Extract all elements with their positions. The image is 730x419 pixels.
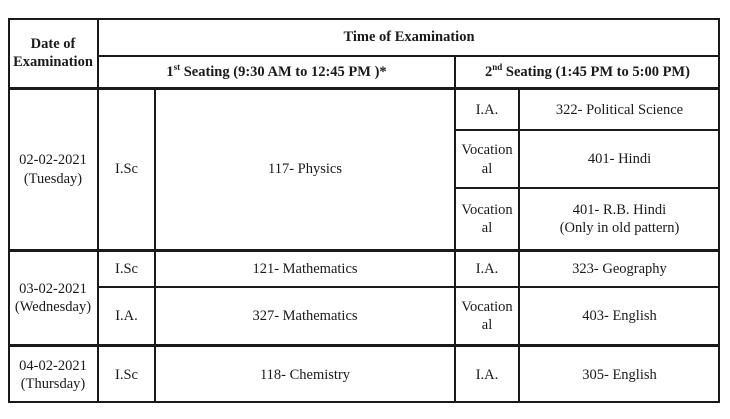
rule-right [718, 18, 720, 403]
rule-between-seatings [454, 56, 456, 403]
row1-s2c-subject-l2: (Only in old pattern) [559, 220, 680, 236]
row2a-s1-subject [155, 252, 455, 286]
row2a-s2-subject [519, 252, 720, 286]
row1-s2a-stream-text: I.A. [475, 101, 499, 118]
row2a-s2-stream-text: I.A. [475, 260, 499, 277]
row1-day: (Tuesday) [23, 170, 83, 187]
row3-s2-subject-text: 305- English [582, 366, 657, 383]
rule-after-s1-stream [154, 88, 156, 403]
row2b-s1-subject [155, 288, 455, 344]
rule-row2-mid [98, 286, 720, 288]
row1-s2c-stream-l1: Vocation [461, 201, 513, 218]
row2b-s2-stream [455, 288, 519, 344]
row3-s2-subject [519, 347, 720, 403]
row1-s2b-subject-text: 401- Hindi [587, 151, 652, 168]
rule-after-date [97, 18, 99, 403]
row2-date: 03-02-2021 [19, 280, 87, 297]
row3-date-block [19, 357, 87, 393]
row2b-s1-subject-text: 327- Mathematics [252, 307, 358, 324]
row1-s2a-stream [455, 90, 519, 130]
header-date-of-examination [8, 18, 98, 88]
first-seating-label: Seating (9:30 AM to 12:45 PM )* [180, 63, 387, 80]
row1-s2b-stream-l1: Vocation [461, 142, 513, 159]
row1-s2c-subject-l1: 401- R.B. Hindi [572, 201, 667, 218]
row3-date-cell [8, 347, 98, 403]
second-seating-text [485, 63, 690, 81]
row3-s1-stream [98, 347, 155, 403]
rule-left [8, 18, 10, 403]
row2-date-block [15, 280, 91, 316]
row1-s2c-stream-l2: al [481, 220, 493, 236]
rule-after-s2-stream [518, 88, 520, 403]
header-first-seating [98, 56, 455, 88]
header-date-label: Date of Examination [13, 35, 93, 70]
row1-s2c-subject-block [560, 201, 680, 237]
row1-s2b-subject [519, 131, 720, 188]
row2-day: (Wednesday) [14, 299, 92, 315]
row3-s1-subject [155, 347, 455, 403]
row1-s2b-stream-l2: al [481, 160, 493, 177]
exam-timetable [8, 18, 720, 403]
header-time-of-examination [98, 18, 720, 56]
row1-s2c-stream [455, 189, 519, 249]
rule-top [8, 18, 720, 20]
second-seating-suffix: nd [492, 62, 503, 73]
rule-under-row2 [8, 344, 720, 347]
row1-s2a-subject-text: 322- Political Science [555, 101, 684, 118]
row2b-s2-stream-block [461, 298, 512, 334]
second-seating-label: Seating (1:45 PM to 5:00 PM) [502, 63, 690, 80]
row2b-s2-subject-text: 403- English [582, 307, 657, 324]
row2a-s2-subject-text: 323- Geography [572, 260, 667, 277]
row1-s1-subject-text: 117- Physics [268, 161, 342, 178]
row2b-s1-stream-text: I.A. [115, 307, 138, 324]
row2b-s2-subject [519, 288, 720, 344]
first-seating-ordinal: 1 [166, 63, 174, 80]
row1-s1-stream-text: I.Sc [115, 161, 138, 178]
header-second-seating [455, 56, 720, 88]
row2b-s1-stream [98, 288, 155, 344]
row1-date-cell [8, 90, 98, 249]
row1-s1-subject [155, 90, 455, 249]
row1-s2b-stream-block [461, 141, 512, 177]
row3-date: 04-02-2021 [19, 357, 87, 374]
row3-s1-subject-text: 118- Chemistry [259, 366, 351, 383]
row3-s2-stream [455, 347, 519, 403]
row1-s2c-subject [519, 189, 720, 249]
header-time-label: Time of Examination [343, 28, 475, 45]
row1-date: 02-02-2021 [19, 152, 87, 169]
row2a-s2-stream [455, 252, 519, 286]
row1-date-block [19, 151, 87, 187]
row2b-s2-stream-l2: al [481, 317, 493, 333]
row3-s1-stream-text: I.Sc [115, 366, 138, 383]
row1-s2c-stream-block [461, 201, 512, 237]
row2b-s2-stream-l1: Vocation [461, 298, 513, 315]
rule-under-row1 [8, 249, 720, 252]
row1-s1-stream [98, 90, 155, 249]
row2-date-cell [8, 252, 98, 344]
row3-day: (Thursday) [20, 376, 86, 392]
row2a-s1-stream [98, 252, 155, 286]
row3-s2-stream-text: I.A. [475, 366, 499, 383]
rule-bottom [8, 401, 720, 403]
second-seating-ordinal: 2 [485, 63, 493, 80]
row2a-s1-stream-text: I.Sc [115, 260, 138, 277]
rule-under-time-title [98, 55, 720, 57]
row1-s2b-stream [455, 131, 519, 188]
first-seating-suffix: st [173, 62, 181, 73]
row2a-s1-subject-text: 121- Mathematics [252, 260, 358, 277]
rule-row1-s2a [455, 129, 720, 131]
row1-s2a-subject [519, 90, 720, 130]
first-seating-text [166, 63, 386, 81]
rule-row1-s2b [455, 187, 720, 189]
rule-under-header [8, 87, 720, 90]
